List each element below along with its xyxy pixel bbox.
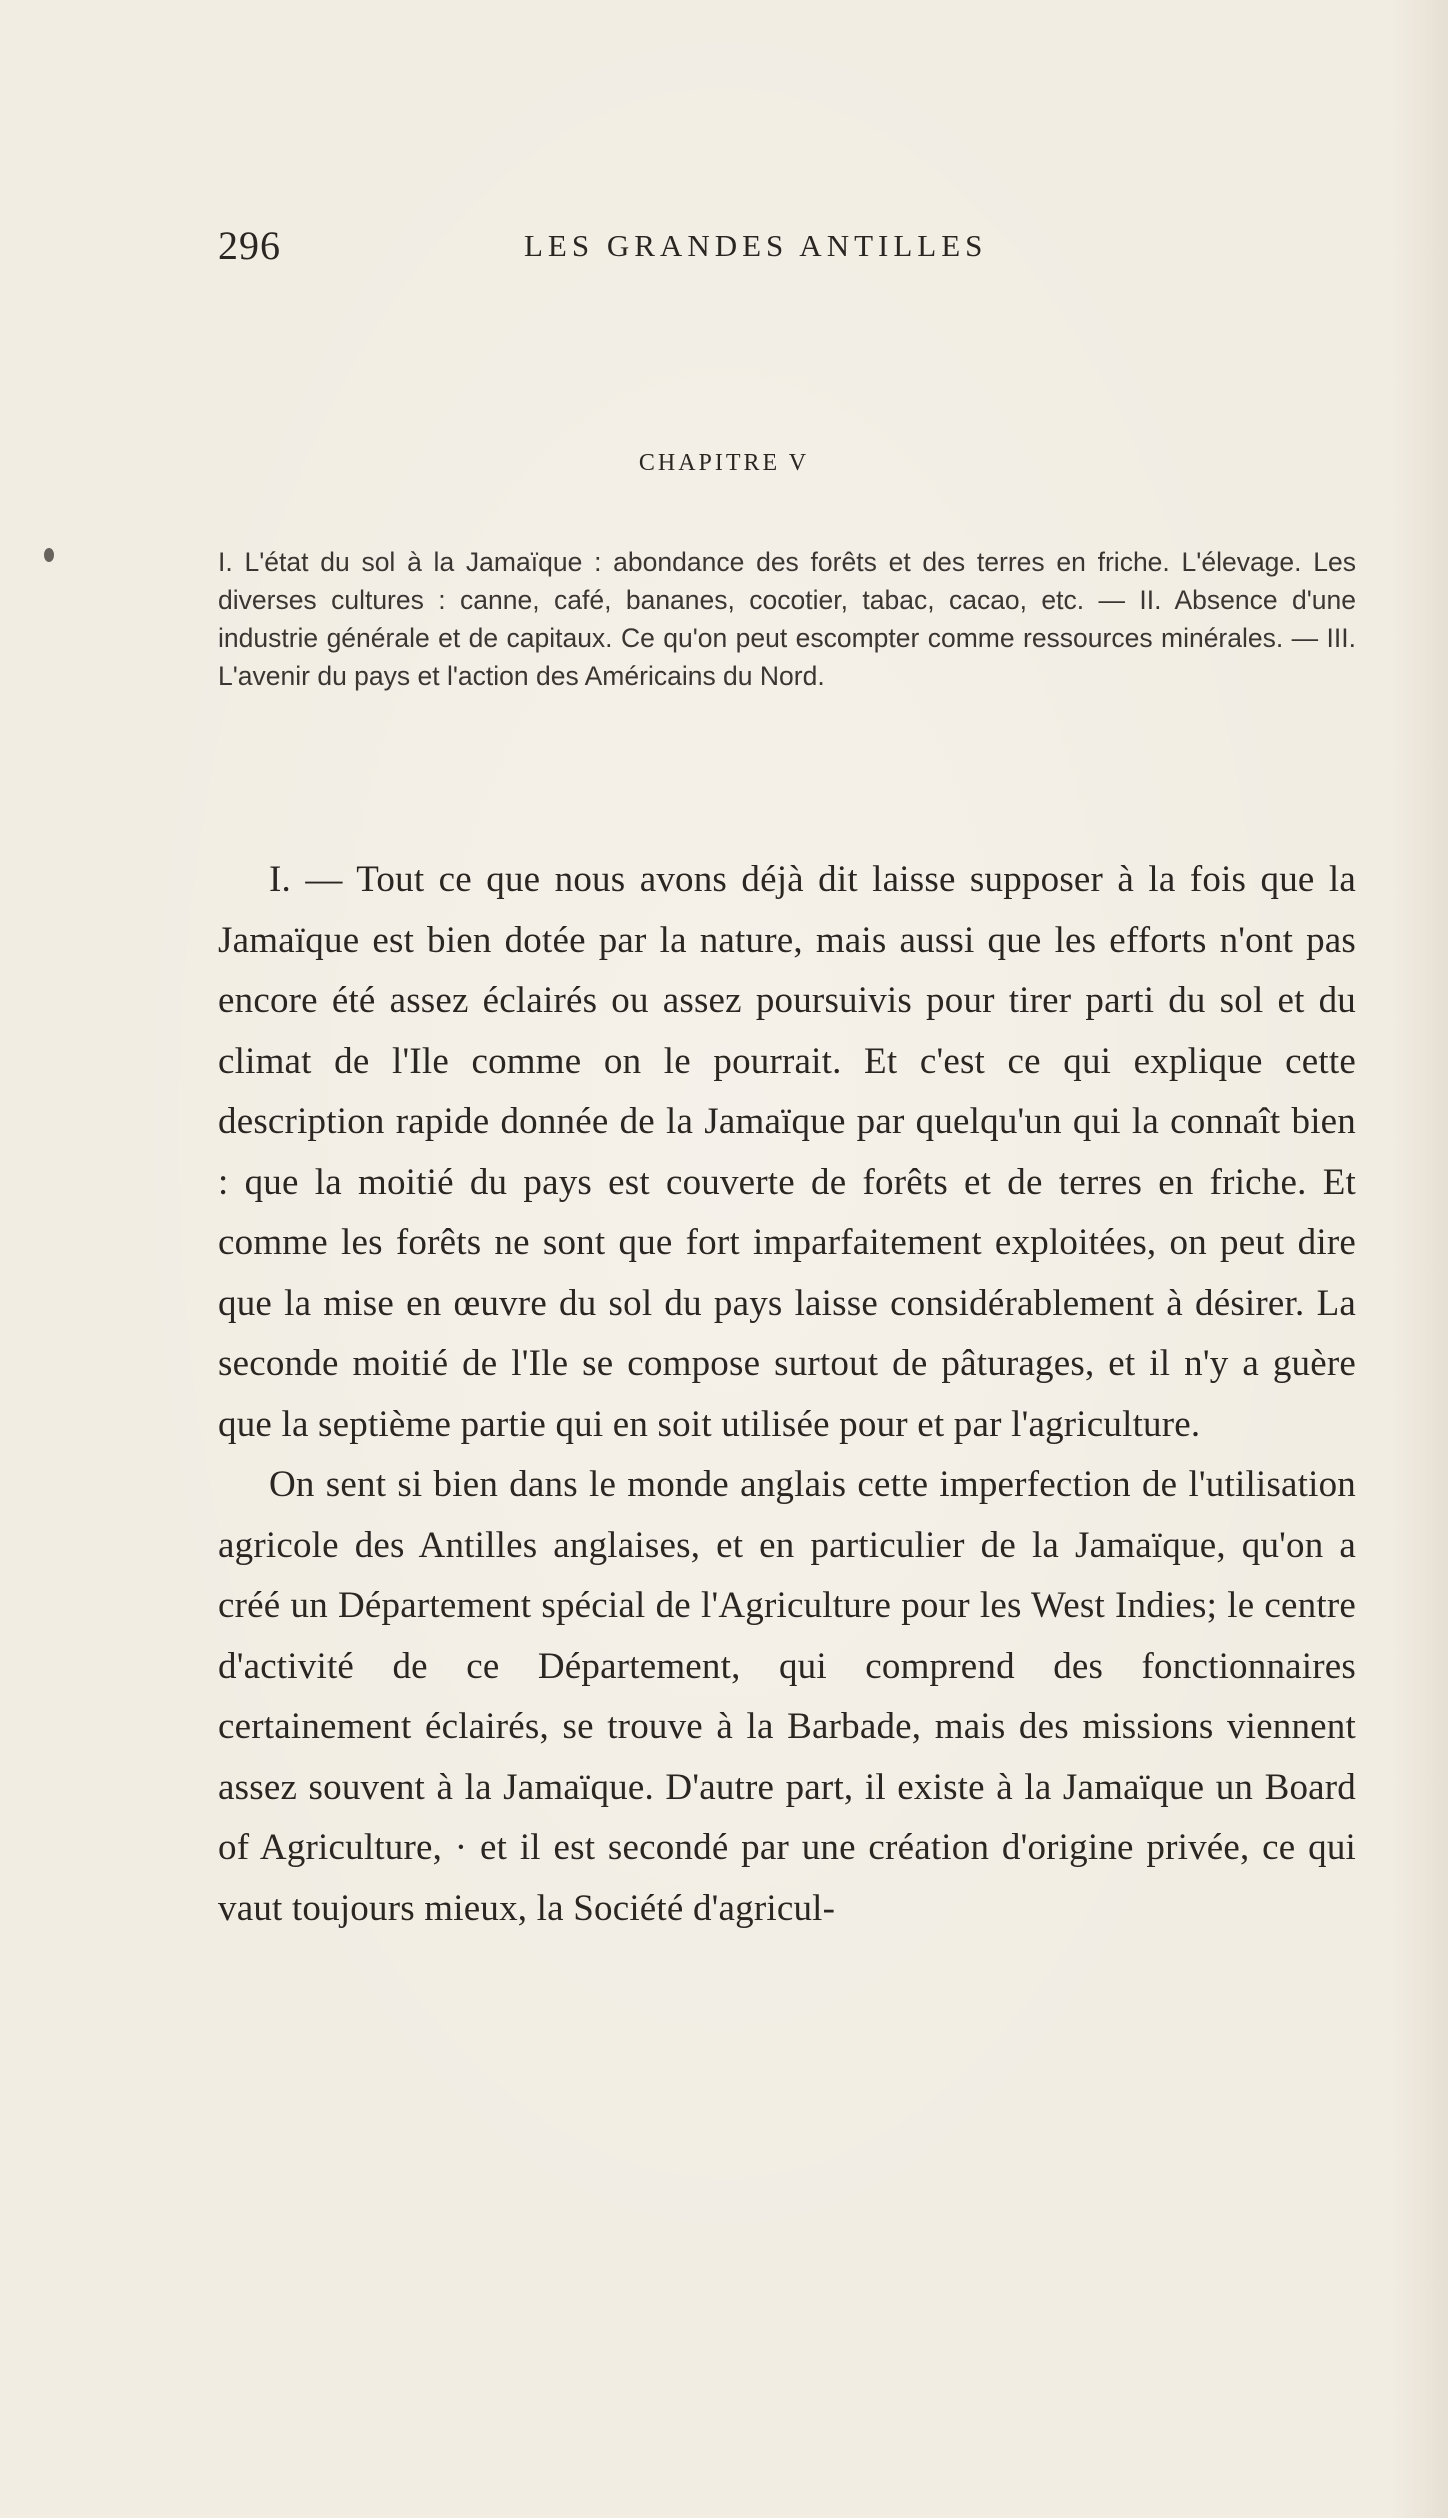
chapter-heading: CHAPITRE V [638, 450, 810, 476]
running-title: LES GRANDES ANTILLES [524, 228, 988, 263]
ink-spot [44, 548, 54, 562]
running-head [218, 222, 1278, 282]
page-number: 296 [218, 223, 281, 268]
paragraph-1: I. — Tout ce que nous avons déjà dit laisse supposer à la fois que la Jamaïque est bien dotée par la nature, mais aussi que les efforts n'ont pas encore été assez éclairés ou assez poursuivis pour tirer parti du sol et du climat de l'Ile comme on le pourrait. Et c'est ce qui explique cette description rapide donnée de la Jamaïque par quelqu'un qui la connaît bien : que la moitié du pays est couverte de forêts et de terres en friche. Et comme les forêts ne sont que fort imparfaitement exploitées, on peut dire que la mise en œuvre du sol du pays laisse considérablement à désirer. La seconde moitié de l'Ile se compose surtout de pâturages, et il n'y a guère que la septième partie qui en soit utilisée pour et par l'agriculture. [218, 859, 1356, 1445]
chapter-summary: I. L'état du sol à la Jamaïque : abondance des forêts et des terres en friche. L'élevage. Les diverses cultures : canne, café, bananes, cocotier, tabac, cacao, etc. — II. Absence d'une industrie générale et de capitaux. Ce qu'on peut escompter comme ressources minérales. — III. L'avenir du pays et l'action des Américains du Nord. [218, 547, 1356, 691]
body-text [218, 850, 1356, 1939]
paragraph-2: On sent si bien dans le monde anglais cette imperfection de l'utilisation agricole des Antilles anglaises, et en particulier de la Jamaïque, qu'on a créé un Département spécial de l'Agriculture pour les West Indies; le centre d'activité de ce Département, qui comprend des fonctionnaires certainement éclairés, se trouve à la Barbade, mais des missions viennent assez souvent à la Jamaïque. D'autre part, il existe à la Jamaïque un Board of Agriculture, · et il est secondé par une création d'origine privée, ce qui vaut toujours mieux, la Société d'agricul- [218, 1464, 1356, 1929]
